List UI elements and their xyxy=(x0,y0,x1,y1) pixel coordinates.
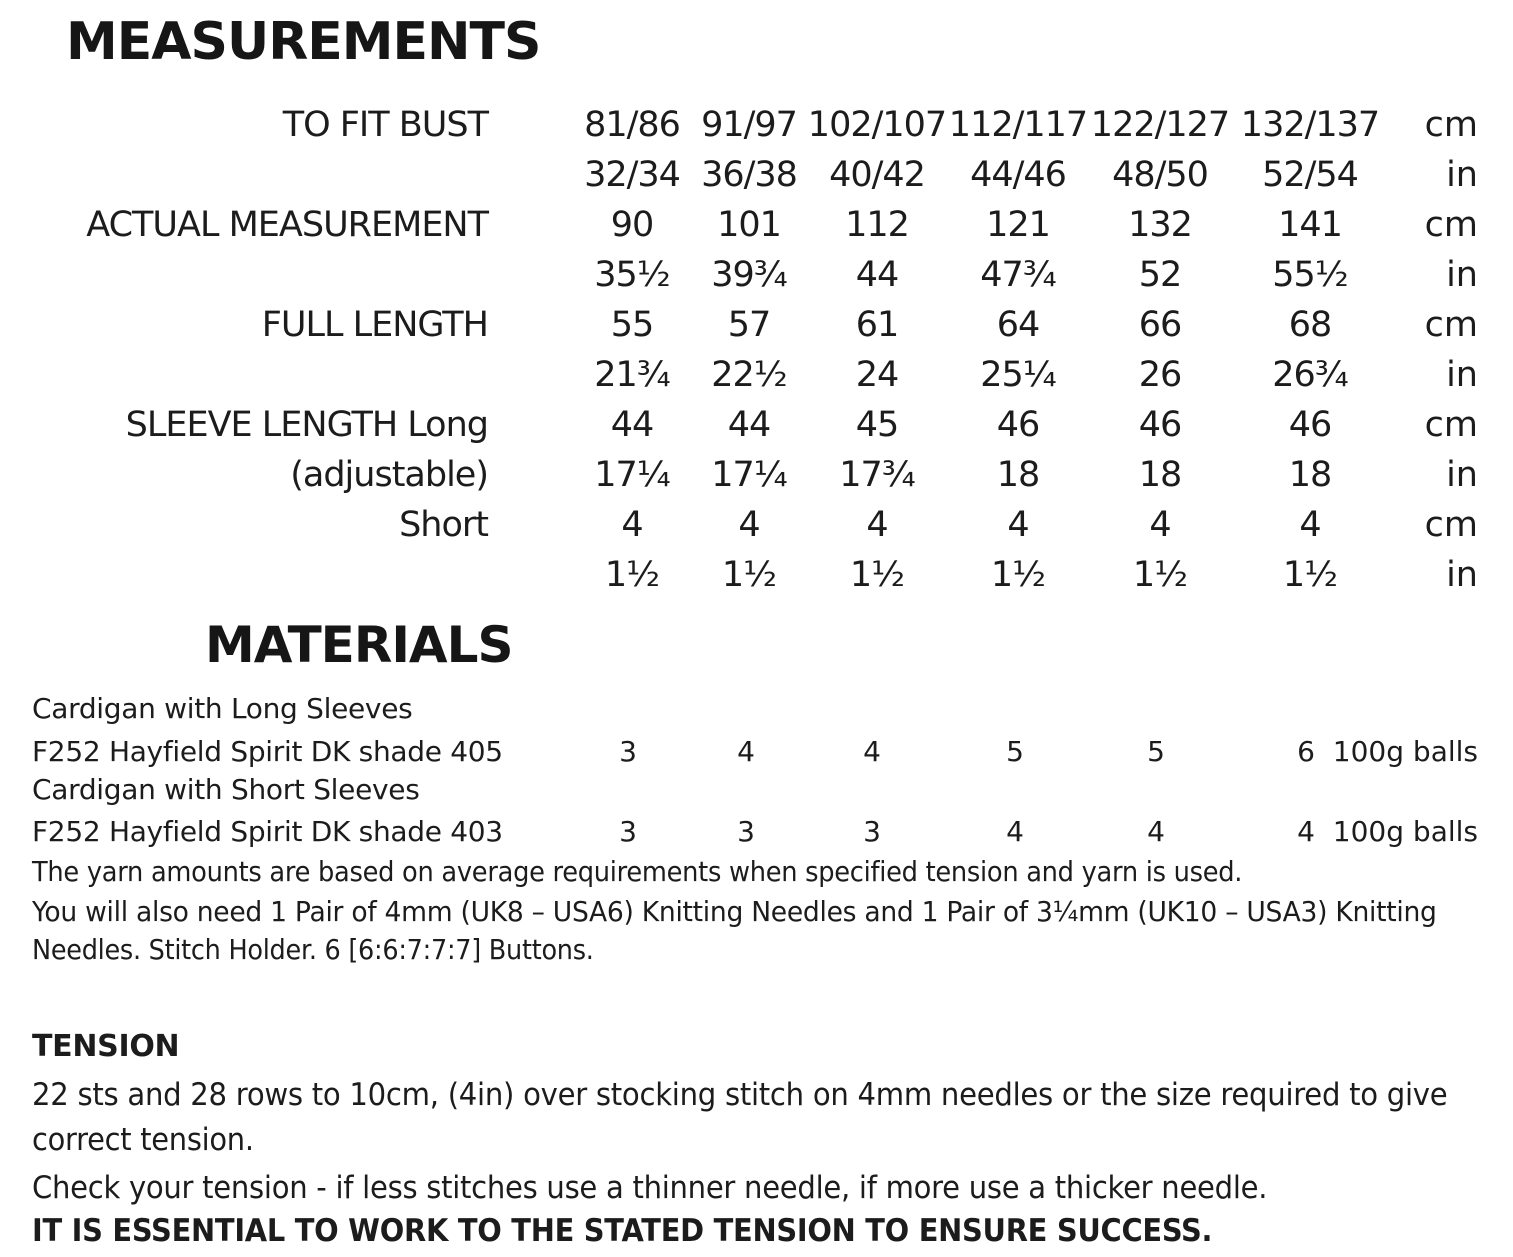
tension-heading: TENSION xyxy=(32,1029,180,1064)
measurement-value: 1½ xyxy=(1282,555,1338,595)
measurement-value: 1½ xyxy=(721,555,777,595)
yarn-qty: 4 xyxy=(863,735,881,768)
yarn-label: F252 Hayfield Spirit DK shade 403 xyxy=(32,815,503,848)
measurement-value: 81/86 xyxy=(584,105,680,145)
yarn-qty: 4 xyxy=(737,735,755,768)
measurement-value: 90 xyxy=(610,205,654,245)
long-sleeves-yarn-row xyxy=(0,732,1513,772)
measurement-unit: cm xyxy=(1424,105,1478,145)
tension-warning: IT IS ESSENTIAL TO WORK TO THE STATED TENSION TO ENSURE SUCCESS. xyxy=(32,1213,1213,1249)
measurement-label: TO FIT BUST xyxy=(282,105,488,145)
measurement-value: 39¾ xyxy=(711,255,787,295)
measurement-value: 40/42 xyxy=(829,155,925,195)
measurement-label: ACTUAL MEASUREMENT xyxy=(86,205,488,245)
measurement-value: 1½ xyxy=(849,555,905,595)
measurement-value: 61 xyxy=(855,305,899,345)
measurement-value: 141 xyxy=(1278,205,1342,245)
measurements-heading: MEASUREMENTS xyxy=(66,12,541,72)
yarn-unit: 100g balls xyxy=(1332,815,1478,848)
measurement-row xyxy=(0,400,1513,450)
short-sleeves-title: Cardigan with Short Sleeves xyxy=(32,773,420,806)
measurement-row xyxy=(0,200,1513,250)
measurement-value: 24 xyxy=(855,355,899,395)
measurement-unit: in xyxy=(1446,455,1478,495)
measurement-value: 1½ xyxy=(1132,555,1188,595)
measurement-value: 21¾ xyxy=(594,355,670,395)
measurement-value: 47¾ xyxy=(980,255,1056,295)
measurement-value: 4 xyxy=(1007,505,1029,545)
measurement-value: 44 xyxy=(855,255,899,295)
yarn-qty: 5 xyxy=(1006,735,1024,768)
measurement-row xyxy=(0,100,1513,150)
tension-check-text: Check your tension - if less stitches use a thinner needle, if more use a thicker needle. xyxy=(32,1170,1268,1206)
measurement-unit: in xyxy=(1446,155,1478,195)
measurement-value: 91/97 xyxy=(701,105,797,145)
measurement-value: 26 xyxy=(1138,355,1182,395)
yarn-qty: 5 xyxy=(1147,735,1165,768)
measurement-unit: cm xyxy=(1424,405,1478,445)
measurement-label: Short xyxy=(399,505,488,545)
measurement-value: 66 xyxy=(1138,305,1182,345)
tension-gauge-text: 22 sts and 28 rows to 10cm, (4in) over stocking stitch on 4mm needles or the size required to give xyxy=(32,1077,1448,1113)
measurement-value: 17¼ xyxy=(594,455,670,495)
measurement-value: 4 xyxy=(866,505,888,545)
measurement-value: 17¾ xyxy=(839,455,915,495)
measurement-value: 101 xyxy=(717,205,781,245)
measurement-value: 48/50 xyxy=(1112,155,1208,195)
measurement-label: (adjustable) xyxy=(290,455,488,495)
measurement-value: 18 xyxy=(996,455,1040,495)
measurement-value: 102/107 xyxy=(807,105,947,145)
measurement-value: 112/117 xyxy=(948,105,1088,145)
yarn-qty: 4 xyxy=(1297,815,1315,848)
measurement-unit: in xyxy=(1446,255,1478,295)
yarn-qty: 3 xyxy=(619,735,637,768)
long-sleeves-title: Cardigan with Long Sleeves xyxy=(32,692,413,725)
measurement-value: 52 xyxy=(1138,255,1182,295)
notions-note: Needles. Stitch Holder. 6 [6:6:7:7:7] Buttons. xyxy=(32,933,594,966)
measurement-row xyxy=(0,550,1513,600)
measurement-value: 46 xyxy=(1138,405,1182,445)
measurement-value: 121 xyxy=(986,205,1050,245)
measurement-value: 1½ xyxy=(604,555,660,595)
measurement-value: 46 xyxy=(1288,405,1332,445)
measurement-value: 122/127 xyxy=(1090,105,1230,145)
measurement-row xyxy=(0,500,1513,550)
measurement-value: 18 xyxy=(1288,455,1332,495)
measurement-value: 44 xyxy=(727,405,771,445)
needles-note: You will also need 1 Pair of 4mm (UK8 – USA6) Knitting Needles and 1 Pair of 3¼mm (UK10 – USA3) Knitting xyxy=(32,895,1437,928)
measurement-row xyxy=(0,300,1513,350)
measurement-value: 4 xyxy=(738,505,760,545)
short-sleeves-yarn-row xyxy=(0,812,1513,852)
measurement-row xyxy=(0,450,1513,500)
yarn-unit: 100g balls xyxy=(1332,735,1478,768)
measurement-label: SLEEVE LENGTH Long xyxy=(125,405,488,445)
measurement-row xyxy=(0,250,1513,300)
measurement-value: 26¾ xyxy=(1272,355,1348,395)
measurement-value: 35½ xyxy=(594,255,670,295)
measurement-value: 64 xyxy=(996,305,1040,345)
measurement-value: 132/137 xyxy=(1240,105,1380,145)
measurement-unit: cm xyxy=(1424,505,1478,545)
measurement-value: 55½ xyxy=(1272,255,1348,295)
measurement-value: 4 xyxy=(1299,505,1321,545)
measurement-value: 17¼ xyxy=(711,455,787,495)
tension-gauge-text-cont: correct tension. xyxy=(32,1122,254,1158)
materials-heading: MATERIALS xyxy=(205,616,513,674)
yarn-qty: 3 xyxy=(619,815,637,848)
measurement-value: 44 xyxy=(610,405,654,445)
yarn-amount-note: The yarn amounts are based on average requirements when specified tension and yarn is used. xyxy=(32,855,1243,888)
measurement-value: 4 xyxy=(621,505,643,545)
measurement-value: 4 xyxy=(1149,505,1171,545)
measurement-row xyxy=(0,150,1513,200)
measurement-value: 132 xyxy=(1128,205,1192,245)
measurement-unit: cm xyxy=(1424,205,1478,245)
measurement-row xyxy=(0,350,1513,400)
measurement-value: 25¼ xyxy=(980,355,1056,395)
measurement-value: 46 xyxy=(996,405,1040,445)
measurement-value: 1½ xyxy=(990,555,1046,595)
measurement-unit: in xyxy=(1446,355,1478,395)
measurement-value: 45 xyxy=(855,405,899,445)
yarn-qty: 4 xyxy=(1006,815,1024,848)
measurement-value: 52/54 xyxy=(1262,155,1358,195)
yarn-qty: 3 xyxy=(737,815,755,848)
measurement-label: FULL LENGTH xyxy=(261,305,488,345)
measurement-value: 32/34 xyxy=(584,155,680,195)
measurement-value: 18 xyxy=(1138,455,1182,495)
measurement-value: 68 xyxy=(1288,305,1332,345)
measurement-unit: in xyxy=(1446,555,1478,595)
measurement-value: 36/38 xyxy=(701,155,797,195)
measurement-value: 22½ xyxy=(711,355,787,395)
measurement-value: 55 xyxy=(610,305,654,345)
yarn-qty: 3 xyxy=(863,815,881,848)
yarn-qty: 4 xyxy=(1147,815,1165,848)
yarn-label: F252 Hayfield Spirit DK shade 405 xyxy=(32,735,503,768)
measurement-value: 57 xyxy=(727,305,771,345)
measurement-value: 112 xyxy=(845,205,909,245)
yarn-qty: 6 xyxy=(1297,735,1315,768)
measurement-value: 44/46 xyxy=(970,155,1066,195)
measurement-unit: cm xyxy=(1424,305,1478,345)
